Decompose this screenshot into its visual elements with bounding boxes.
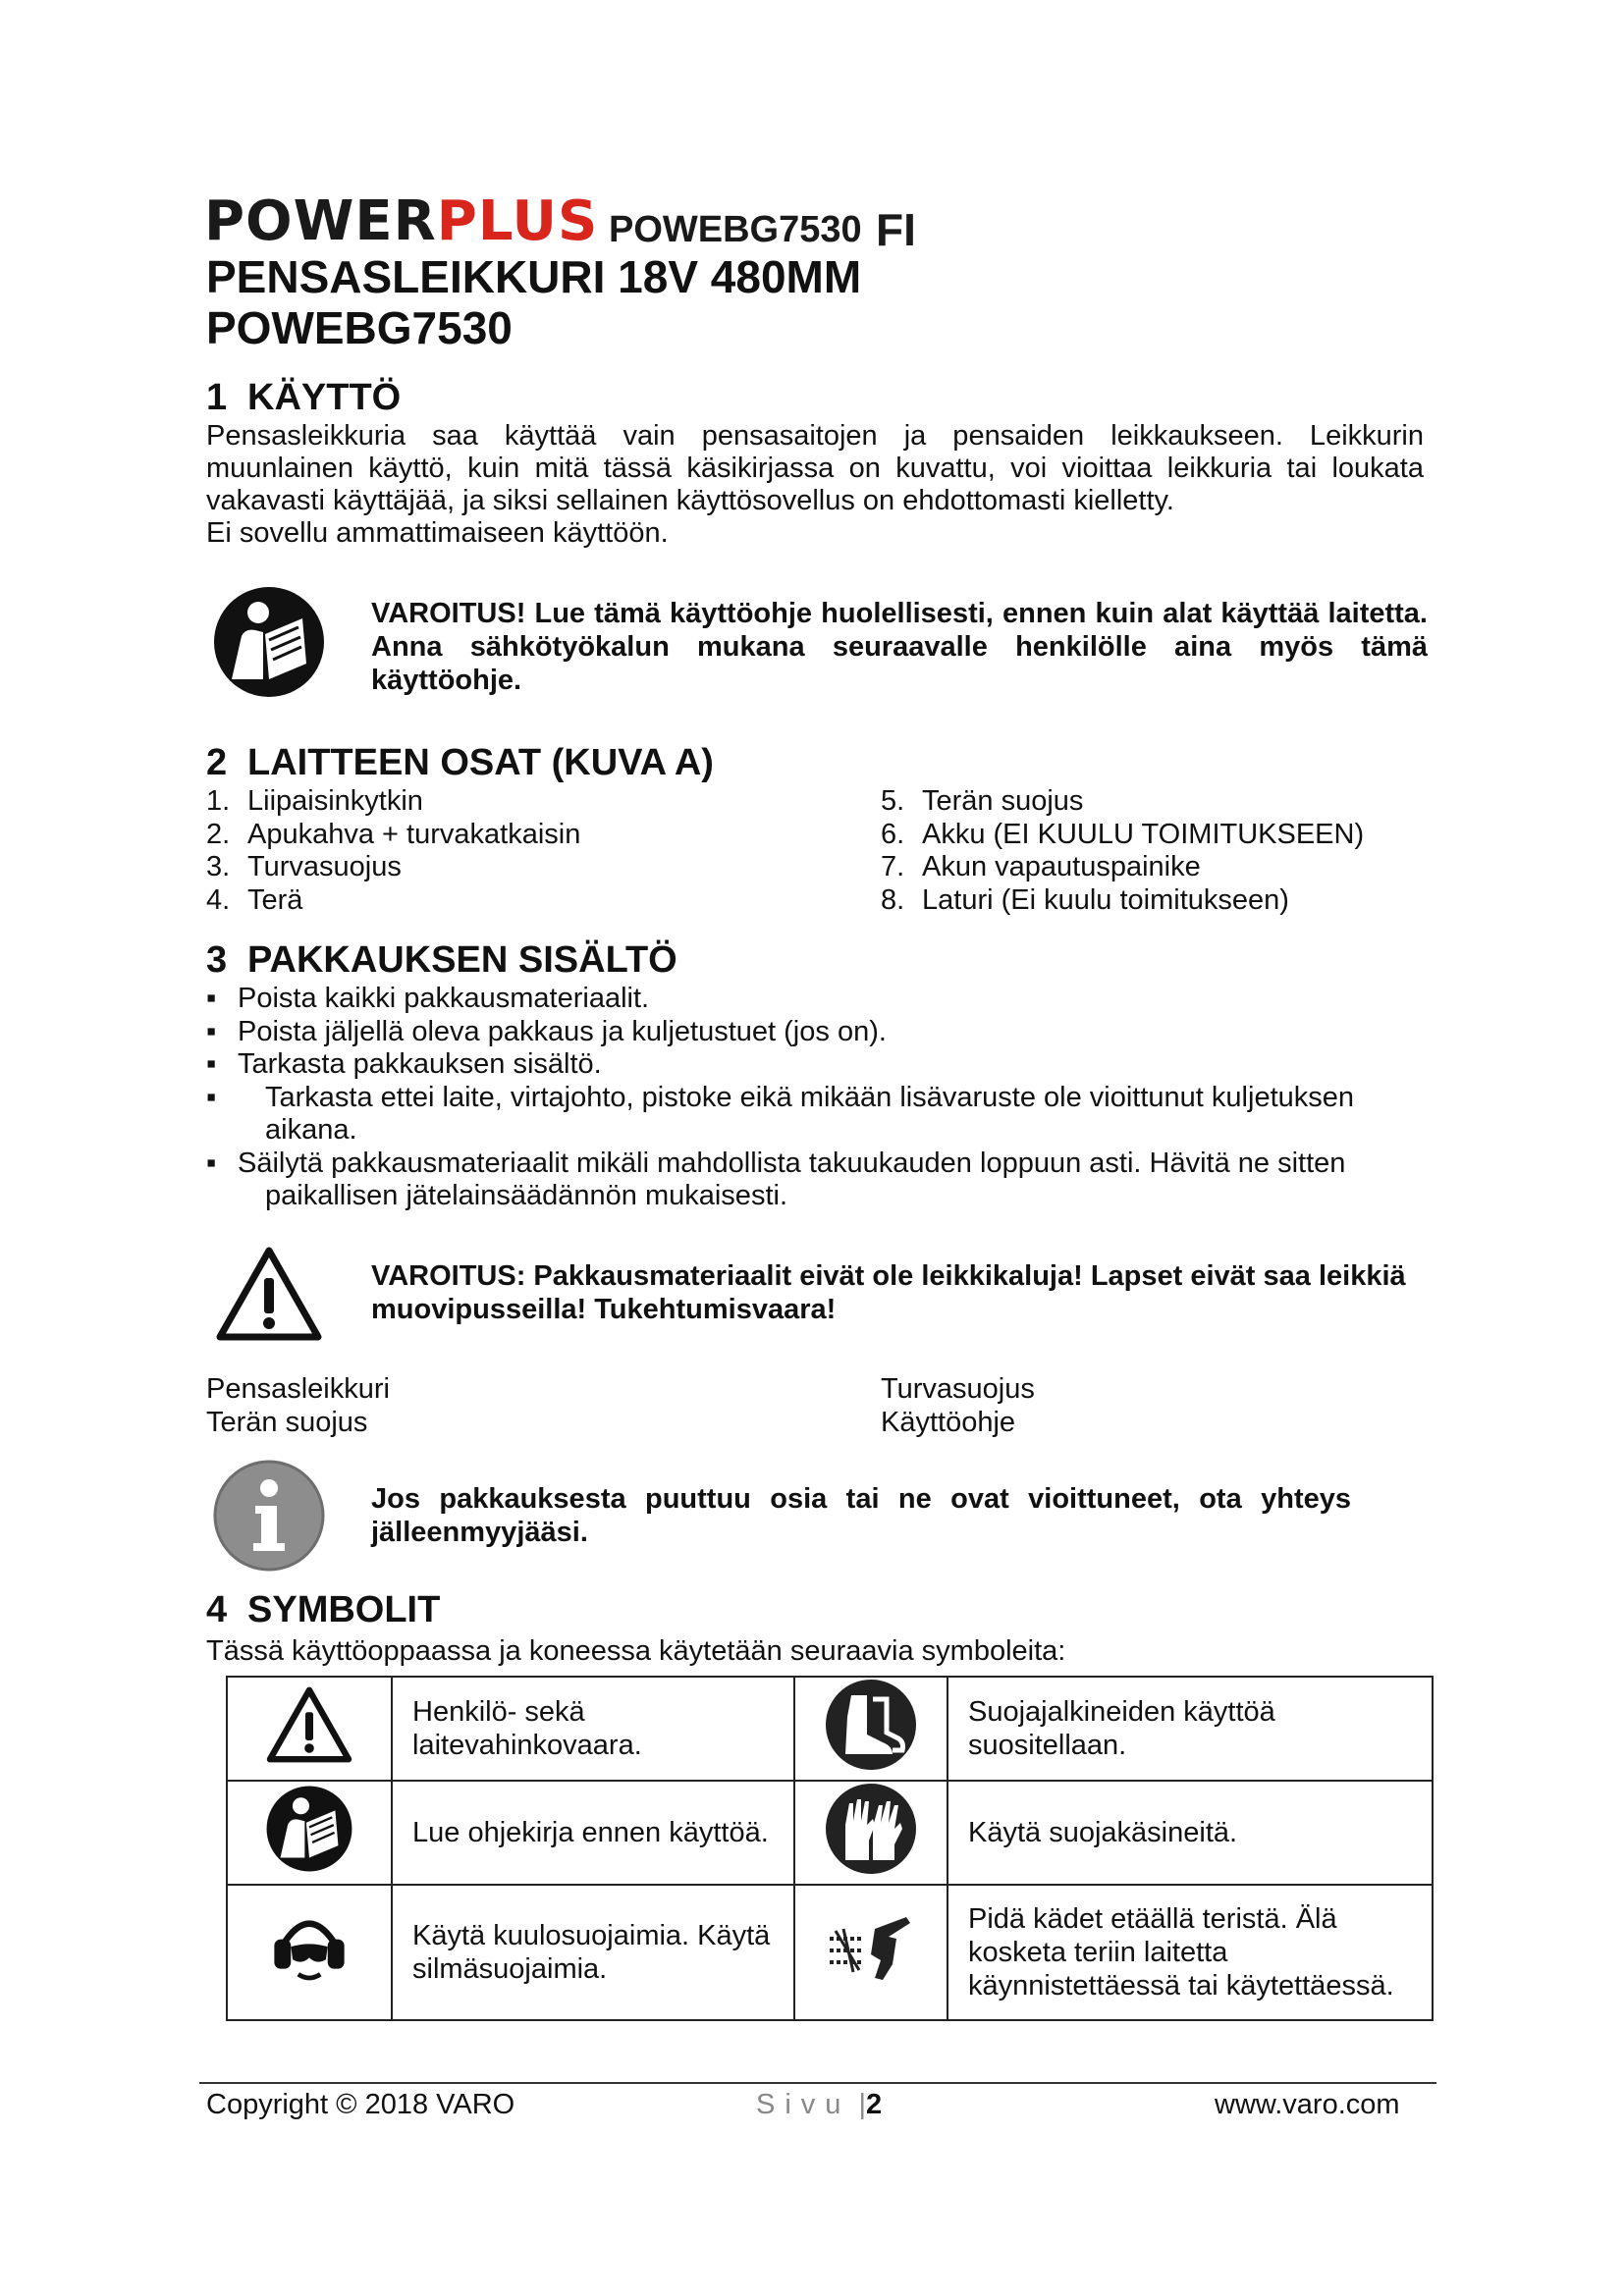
table-cell [227,1781,392,1885]
section-1-note: Ei sovellu ammattimaiseen käyttöön. [206,517,669,549]
section-1-warning: VAROITUS! Lue tämä käyttöohje huolellisesti, ennen kuin alat käyttää laitetta. Anna sähkötyökalun mukana seuraavalle henkilölle aina myös tämä käyttöohje. [371,598,1428,696]
list-item: ▪ Tarkasta ettei laite, virtajohto, pistoke eikä mikään lisävaruste ole vioittunut kuljetuksen aikana. [206,1082,1424,1148]
section-2-heading: 2 LAITTEEN OSAT (KUVA A) [206,742,714,783]
section-1-heading: 1 KÄYTTÖ [206,377,402,418]
contents-right [881,1372,1035,1439]
document-subtitle: POWEBG7530 [206,302,513,353]
table-cell: Lue ohjekirja ennen käyttöä. [392,1781,794,1885]
table-cell: Pidä kädet etäällä teristä. Älä kosketa teriin laitetta käynnistettäessä tai käytettäessä. [947,1885,1433,2020]
section-4-heading: 4 SYMBOLIT [206,1589,441,1630]
read-manual-icon [212,585,326,699]
table-row [227,1677,1433,1781]
list-item-continuation: paikallisen jätelainsäädännön mukaisesti. [265,1180,787,1211]
warning-triangle-icon [265,1685,353,1764]
footer-copyright: Copyright © 2018 VARO [206,2089,515,2120]
list-item: ▪ Poista kaikki pakkausmateriaalit. [206,983,1424,1016]
info-icon [212,1459,326,1573]
table-cell [227,1885,392,2020]
parts-list-left [206,785,835,917]
section-3-heading: 3 PAKKAUKSEN SISÄLTÖ [206,939,677,981]
info-note: Jos pakkauksesta puuttuu osia tai ne ovat vioittuneet, ota yhteys jälleenmyyjääsi. [371,1483,1351,1548]
list-item: 7. Akun vapautuspainike [881,851,1201,882]
ear-eye-protection-icon [265,1904,353,1993]
content-item: Terän suojus [206,1407,368,1438]
table-cell: Käytä suojakäsineitä. [947,1781,1433,1885]
table-cell: Henkilö- sekä laitevahinkovaara. [392,1677,794,1781]
contents-left [206,1372,390,1439]
footer-page-number: Sivu |2 [756,2089,883,2120]
footer-website: www.varo.com [1215,2089,1400,2120]
list-item: 6. Akku (EI KUULU TOIMITUKSEEN) [881,818,1365,850]
list-item: 5. Terän suojus [881,785,1084,817]
section-1-paragraph: Pensasleikkuria saa käyttää vain pensasaitojen ja pensaiden leikkaukseen. Leikkurin muunlainen käyttö, kuin mitä tässä käsikirjassa on kuvattu, voi vioittaa leikkuria tai loukata vakavasti käyttäjää, ja siksi sellainen käyttösovellus on ehdottomasti kielletty. [206,420,1424,516]
symbols-table [226,1676,1434,2021]
list-item: ▪ Poista jäljellä oleva pakkaus ja kuljetustuet (jos on). [206,1016,1424,1049]
table-cell [794,1885,947,2020]
list-item: ▪ Säilytä pakkausmateriaalit mikäli mahdollista takuukauden loppuun asti. Hävitä ne sitten [206,1148,1424,1181]
document-title: PENSASLEIKKURI 18V 480MM [206,251,862,302]
package-bullets [206,983,1424,1213]
list-item: ▪ Tarkasta pakkauksen sisältö. [206,1048,1424,1082]
safety-boots-icon [824,1678,918,1772]
read-manual-icon [265,1785,353,1873]
list-item: 4. Terä [206,883,303,916]
footer-divider [199,2082,1436,2084]
table-row [227,1885,1433,2020]
brand-logo: POWERPLUS [204,189,599,253]
parts-list-right [881,785,1431,917]
list-item: 2. Apukahva + turvakatkaisin [206,818,581,850]
list-item: 8. Laturi (Ei kuulu toimitukseen) [881,883,1289,916]
table-cell [794,1781,947,1885]
table-row [227,1781,1433,1885]
list-item: 3. Turvasuojus [206,851,402,882]
table-cell [794,1677,947,1781]
section-1-text [206,420,1424,550]
table-cell: Suojajalkineiden käyttöä suositellaan. [947,1677,1433,1781]
list-item: 1. Liipaisinkytkin [206,785,423,817]
content-item: Turvasuojus [881,1373,1035,1405]
content-item: Pensasleikkuri [206,1373,390,1405]
gloves-icon [824,1782,918,1876]
table-cell: Käytä kuulosuojaimia. Käytä silmäsuojaimia. [392,1885,794,2020]
symbols-intro: Tässä käyttöoppaassa ja koneessa käytetään seuraavia symboleita: [206,1635,1066,1667]
content-item: Käyttöohje [881,1407,1016,1438]
table-cell [227,1677,392,1781]
warning-triangle-icon [214,1245,324,1343]
header-model: POWEBG7530 [609,209,862,250]
keep-hands-away-icon [824,1909,918,1988]
header-language: FI [876,204,916,255]
section-3-warning: VAROITUS: Pakkausmateriaalit eivät ole leikkikaluja! Lapset eivät saa leikkiä muovipusseilla! Tukehtumisvaara! [371,1260,1406,1325]
